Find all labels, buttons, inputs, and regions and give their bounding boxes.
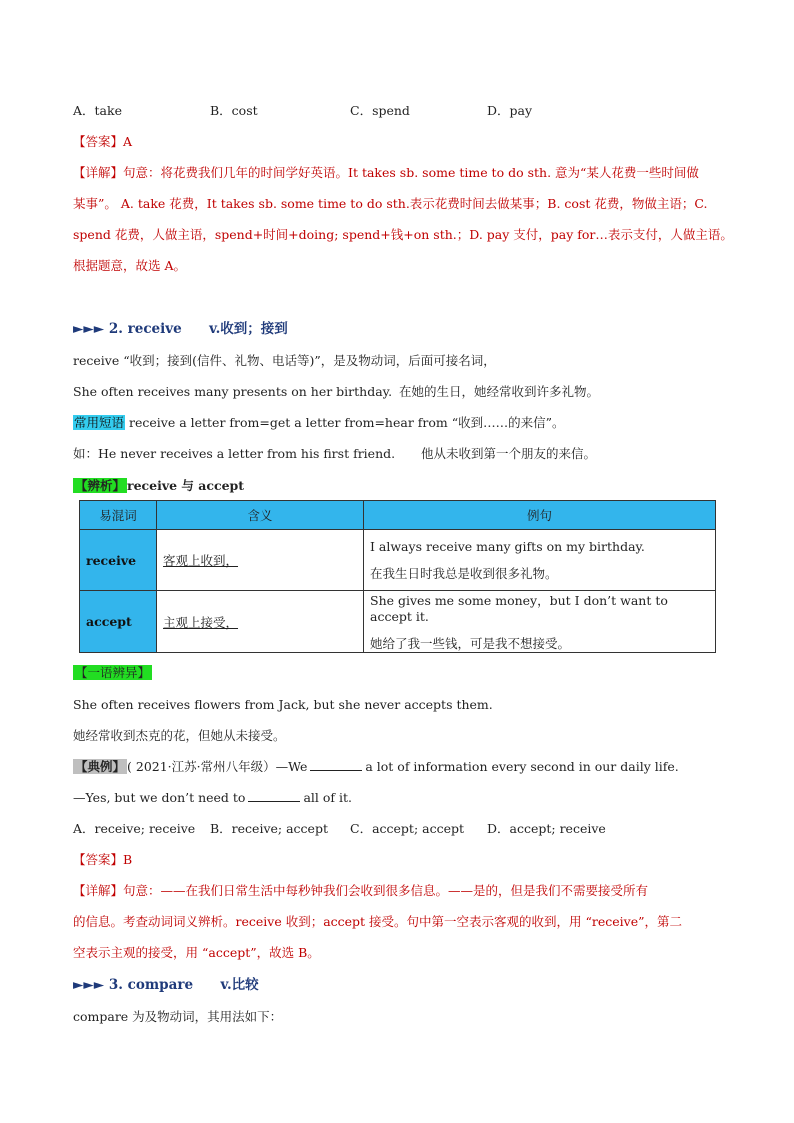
table-header: 含义 bbox=[157, 501, 364, 530]
example-cn: 在我生日时我总是收到很多礼物。 bbox=[370, 565, 558, 581]
table-row bbox=[80, 591, 716, 653]
q1-detail-text-1: 句意：将花费我们几年的时间学好英语。It takes sb. some time to do sth. 意为“某人花费一些时间做 bbox=[123, 165, 699, 180]
sec2-phrase bbox=[73, 414, 565, 432]
meaning-text: 客观上收到， bbox=[163, 553, 239, 568]
sec2-heading bbox=[73, 320, 288, 338]
q1-answer-tag: 【答案】 bbox=[73, 134, 124, 149]
q1-option-d[interactable]: D．pay bbox=[487, 103, 533, 118]
q1-detail-line-2: 某事”。 A. take 花费，It takes sb. some time to do sth.表示花费时间去做某事；B. cost 花费，物做主语；C. bbox=[73, 196, 708, 211]
q1-option-c[interactable]: C．spend bbox=[350, 103, 410, 118]
table-cell-example bbox=[364, 530, 716, 591]
example-detail-tag: 【详解】 bbox=[73, 883, 124, 898]
example-options bbox=[73, 820, 606, 838]
sec2-example-cn: 在她的生日，她经常收到许多礼物。 bbox=[399, 384, 600, 399]
answer-blank-1[interactable] bbox=[310, 758, 362, 771]
q1-answer bbox=[73, 133, 132, 151]
table-header: 例句 bbox=[364, 501, 716, 530]
example-cn: 她给了我一些钱，可是我不想接受。 bbox=[370, 636, 571, 651]
example-q2-after: all of it. bbox=[303, 790, 353, 805]
example-en: She gives me some money，but I don’t want to accept it. bbox=[370, 593, 668, 624]
table-cell-meaning bbox=[157, 530, 364, 591]
example-option-a[interactable]: A．receive; receive bbox=[73, 821, 196, 836]
q1-options bbox=[73, 102, 532, 120]
answer-blank-2[interactable] bbox=[248, 789, 300, 802]
example-detail-line-2: 的信息。考查动词词义辨析。receive 收到；accept 接受。句中第一空表示客观的收到，用 “receive”，第二 bbox=[73, 914, 683, 929]
example-en: I always receive many gifts on my birthday. bbox=[370, 538, 645, 554]
example-q2: —Yes, but we don’t need to bbox=[73, 790, 246, 805]
sec3-intro: compare 为及物动词，其用法如下： bbox=[73, 1009, 283, 1024]
q1-answer-value: A bbox=[123, 134, 133, 149]
one-sentence-tag: 【一语辨异】 bbox=[75, 665, 151, 680]
example-option-c[interactable]: C．accept; accept bbox=[350, 821, 465, 836]
table-header-row bbox=[80, 501, 716, 530]
analysis-tag: 【辨析】 bbox=[75, 478, 126, 493]
sec2-eg-cn: 他从未收到第一个朋友的来信。 bbox=[421, 446, 597, 461]
sec3-heading-pos: v.比较 bbox=[220, 977, 259, 993]
sec2-intro: receive “收到；接到(信件、礼物、电话等)”，是及物动词，后面可接名词， bbox=[73, 353, 496, 368]
sec3-heading-marker: ►►► 3. compare bbox=[73, 977, 194, 993]
phrase-text: receive a letter from=get a letter from=hear from “收到……的来信”。 bbox=[125, 415, 565, 430]
analysis-heading bbox=[73, 477, 244, 495]
sec2-heading-pos: v.收到；接到 bbox=[209, 321, 288, 337]
sec3-heading bbox=[73, 976, 259, 994]
q1-option-b[interactable]: B．cost bbox=[210, 103, 258, 118]
sec2-heading-marker: ►►► 2. receive bbox=[73, 321, 182, 337]
example-detail-line-3: 空表示主观的接受，用 “accept”，故选 B。 bbox=[73, 945, 320, 960]
table-header: 易混词 bbox=[80, 501, 157, 530]
example-q1-after: a lot of information every second in our daily life. bbox=[365, 759, 679, 774]
meaning-text: 主观上接受， bbox=[163, 614, 239, 630]
q1-option-a[interactable]: A．take bbox=[73, 103, 122, 118]
table-cell-word: receive bbox=[80, 530, 157, 591]
q1-detail-line-1 bbox=[73, 164, 699, 182]
example-answer bbox=[73, 851, 132, 869]
example-detail-line-1 bbox=[73, 882, 648, 900]
q1-detail-line-3: spend 花费，人做主语，spend+时间+doing; spend+钱+on sth.；D. pay 支付，pay for…表示支付，人做主语。 bbox=[73, 227, 733, 242]
example-q1: ( 2021·江苏·常州八年级）—We bbox=[127, 759, 308, 774]
one-sentence-en: She often receives flowers from Jack, but she never accepts them. bbox=[73, 697, 493, 712]
sec2-eg bbox=[73, 445, 596, 463]
one-sentence-heading bbox=[73, 664, 152, 682]
sec2-example bbox=[73, 383, 599, 401]
q1-detail-line-4: 根据题意，故选 A。 bbox=[73, 258, 187, 273]
table-row bbox=[80, 530, 716, 591]
example-answer-value: B bbox=[123, 852, 133, 867]
table-cell-example bbox=[364, 591, 716, 653]
sec2-eg-en: 如：He never receives a letter from his first friend. bbox=[73, 446, 396, 461]
table-cell-meaning bbox=[157, 591, 364, 653]
example-option-d[interactable]: D．accept; receive bbox=[487, 821, 606, 836]
sec2-example-en: She often receives many presents on her birthday. bbox=[73, 384, 393, 399]
example-question-line-2 bbox=[73, 789, 352, 807]
example-detail-text-1: 句意：——在我们日常生活中每秒钟我们会收到很多信息。——是的，但是我们不需要接受所有 bbox=[123, 883, 649, 898]
q1-detail-tag: 【详解】 bbox=[73, 165, 124, 180]
one-sentence-cn: 她经常收到杰克的花，但她从未接受。 bbox=[73, 728, 286, 743]
comparison-table bbox=[79, 500, 716, 653]
phrase-tag: 常用短语 bbox=[74, 415, 125, 430]
example-tag: 【典例】 bbox=[75, 759, 126, 774]
example-option-b[interactable]: B．receive; accept bbox=[210, 821, 328, 836]
analysis-title: receive 与 accept bbox=[127, 478, 245, 493]
example-question-line-1 bbox=[73, 758, 679, 776]
example-answer-tag: 【答案】 bbox=[73, 852, 124, 867]
table-cell-word: accept bbox=[80, 591, 157, 653]
